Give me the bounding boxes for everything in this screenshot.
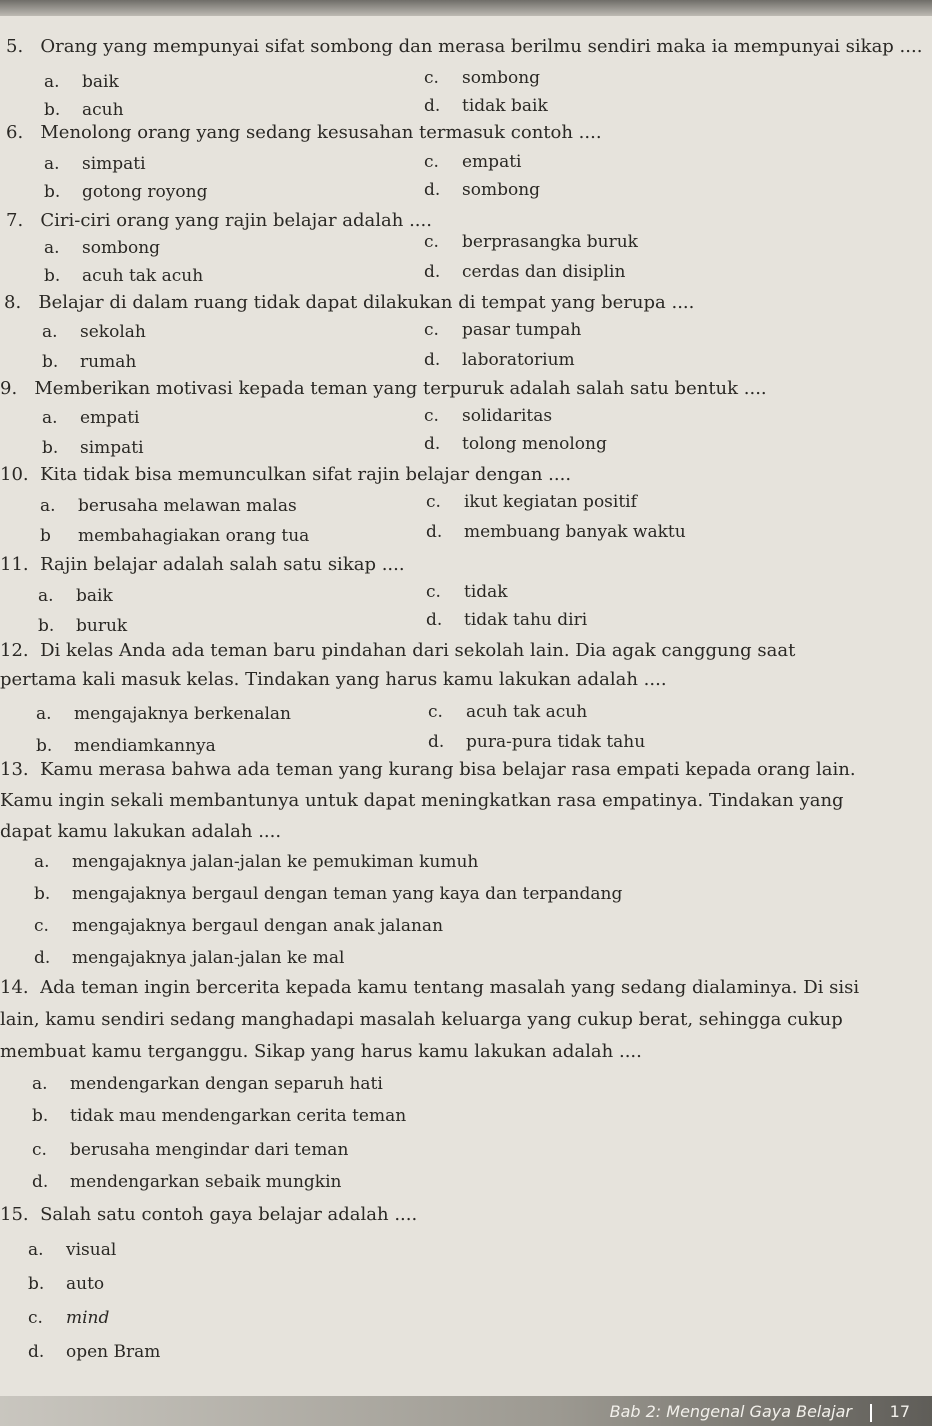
option-11b: b. buruk — [38, 616, 128, 636]
option-9d: d. tolong menolong — [424, 434, 607, 454]
option-5c: c. sombong — [424, 68, 541, 88]
option-7c: c. berprasangka buruk — [424, 232, 638, 252]
worksheet-page — [0, 16, 932, 1396]
question-14: 14. Ada teman ingin bercerita kepada kamu tentang masalah yang sedang dialaminya. Di sisi lain, kamu sendiri sedang manghadapi masalah keluarga yang cukup berat, sehingga cukup membuat kamu terganggu. Sikap yang harus kamu lakukan adalah .... — [0, 977, 860, 1062]
option-13b: b. mengajaknya bergaul dengan teman yang kaya dan terpandang — [34, 884, 623, 904]
question-15: 15. Salah satu contoh gaya belajar adalah .... — [0, 1204, 418, 1225]
option-13c: c. mengajaknya bergaul dengan anak jalanan — [34, 916, 444, 936]
option-15c: c. mind — [28, 1308, 110, 1328]
option-6d: d. sombong — [424, 180, 541, 200]
option-6c: c. empati — [424, 152, 522, 172]
question-9: 9. Memberikan motivasi kepada teman yang terpuruk adalah salah satu bentuk .... — [0, 378, 767, 399]
option-6b: b. gotong royong — [44, 182, 208, 202]
option-9a: a. empati — [42, 408, 140, 428]
option-5a: a. baik — [44, 72, 119, 92]
option-8d: d. laboratorium — [424, 350, 575, 370]
option-10b: b membahagiakan orang tua — [40, 526, 310, 546]
option-15d: d. open Bram — [28, 1342, 161, 1362]
option-9c: c. solidaritas — [424, 406, 553, 426]
option-12d: d. pura-pura tidak tahu — [428, 732, 646, 752]
option-6a: a. simpati — [44, 154, 146, 174]
page-number: 17 — [889, 1402, 910, 1421]
option-12b: b. mendiamkannya — [36, 736, 216, 756]
option-15b: b. auto — [28, 1274, 105, 1294]
question-12: 12. Di kelas Anda ada teman baru pindahan dari sekolah lain. Dia agak canggung saat pertama kali masuk kelas. Tindakan yang harus kamu lakukan adalah .... — [0, 640, 796, 690]
option-7a: a. sombong — [44, 238, 161, 258]
option-7d: d. cerdas dan disiplin — [424, 262, 626, 282]
option-5b: b. acuh — [44, 100, 124, 120]
option-10a: a. berusaha melawan malas — [40, 496, 297, 516]
option-9b: b. simpati — [42, 438, 144, 458]
option-14c: c. berusaha mengindar dari teman — [32, 1140, 349, 1160]
question-8: 8. Belajar di dalam ruang tidak dapat dilakukan di tempat yang berupa .... — [4, 292, 695, 313]
option-12a: a. mengajaknya berkenalan — [36, 704, 291, 724]
question-10: 10. Kita tidak bisa memunculkan sifat rajin belajar dengan .... — [0, 464, 572, 485]
option-15a: a. visual — [28, 1240, 117, 1260]
option-8b: b. rumah — [42, 352, 137, 372]
question-11: 11. Rajin belajar adalah salah satu sikap .... — [0, 554, 405, 575]
question-5: 5. Orang yang mempunyai sifat sombong dan merasa berilmu sendiri maka ia mempunyai sikap .... — [6, 36, 923, 57]
option-14b: b. tidak mau mendengarkan cerita teman — [32, 1106, 407, 1126]
option-12c: c. acuh tak acuh — [428, 702, 588, 722]
option-11a: a. baik — [38, 586, 113, 606]
option-11d: d. tidak tahu diri — [426, 610, 588, 630]
question-6: 6. Menolong orang yang sedang kesusahan termasuk contoh .... — [6, 122, 602, 143]
option-10c: c. ikut kegiatan positif — [426, 492, 637, 512]
option-14a: a. mendengarkan dengan separuh hati — [32, 1074, 383, 1094]
option-13d: d. mengajaknya jalan-jalan ke mal — [34, 948, 345, 968]
option-5d: d. tidak baik — [424, 96, 548, 116]
option-8a: a. sekolah — [42, 322, 146, 342]
option-11c: c. tidak — [426, 582, 508, 602]
question-7: 7. Ciri-ciri orang yang rajin belajar adalah .... — [6, 210, 432, 231]
footer-divider — [870, 1404, 872, 1422]
question-13: 13. Kamu merasa bahwa ada teman yang kurang bisa belajar rasa empati kepada orang lain. Kamu ingin sekali membantunya untuk dapat meningkatkan rasa empatinya. Tindakan yang dapat kamu lakukan adalah .... — [0, 759, 856, 842]
option-13a: a. mengajaknya jalan-jalan ke pemukiman kumuh — [34, 852, 479, 872]
option-8c: c. pasar tumpah — [424, 320, 582, 340]
option-10d: d. membuang banyak waktu — [426, 522, 686, 542]
page-top-edge — [0, 0, 932, 16]
option-14d: d. mendengarkan sebaik mungkin — [32, 1172, 342, 1192]
option-7b: b. acuh tak acuh — [44, 266, 204, 286]
chapter-title: Bab 2: Mengenal Gaya Belajar — [609, 1402, 852, 1421]
